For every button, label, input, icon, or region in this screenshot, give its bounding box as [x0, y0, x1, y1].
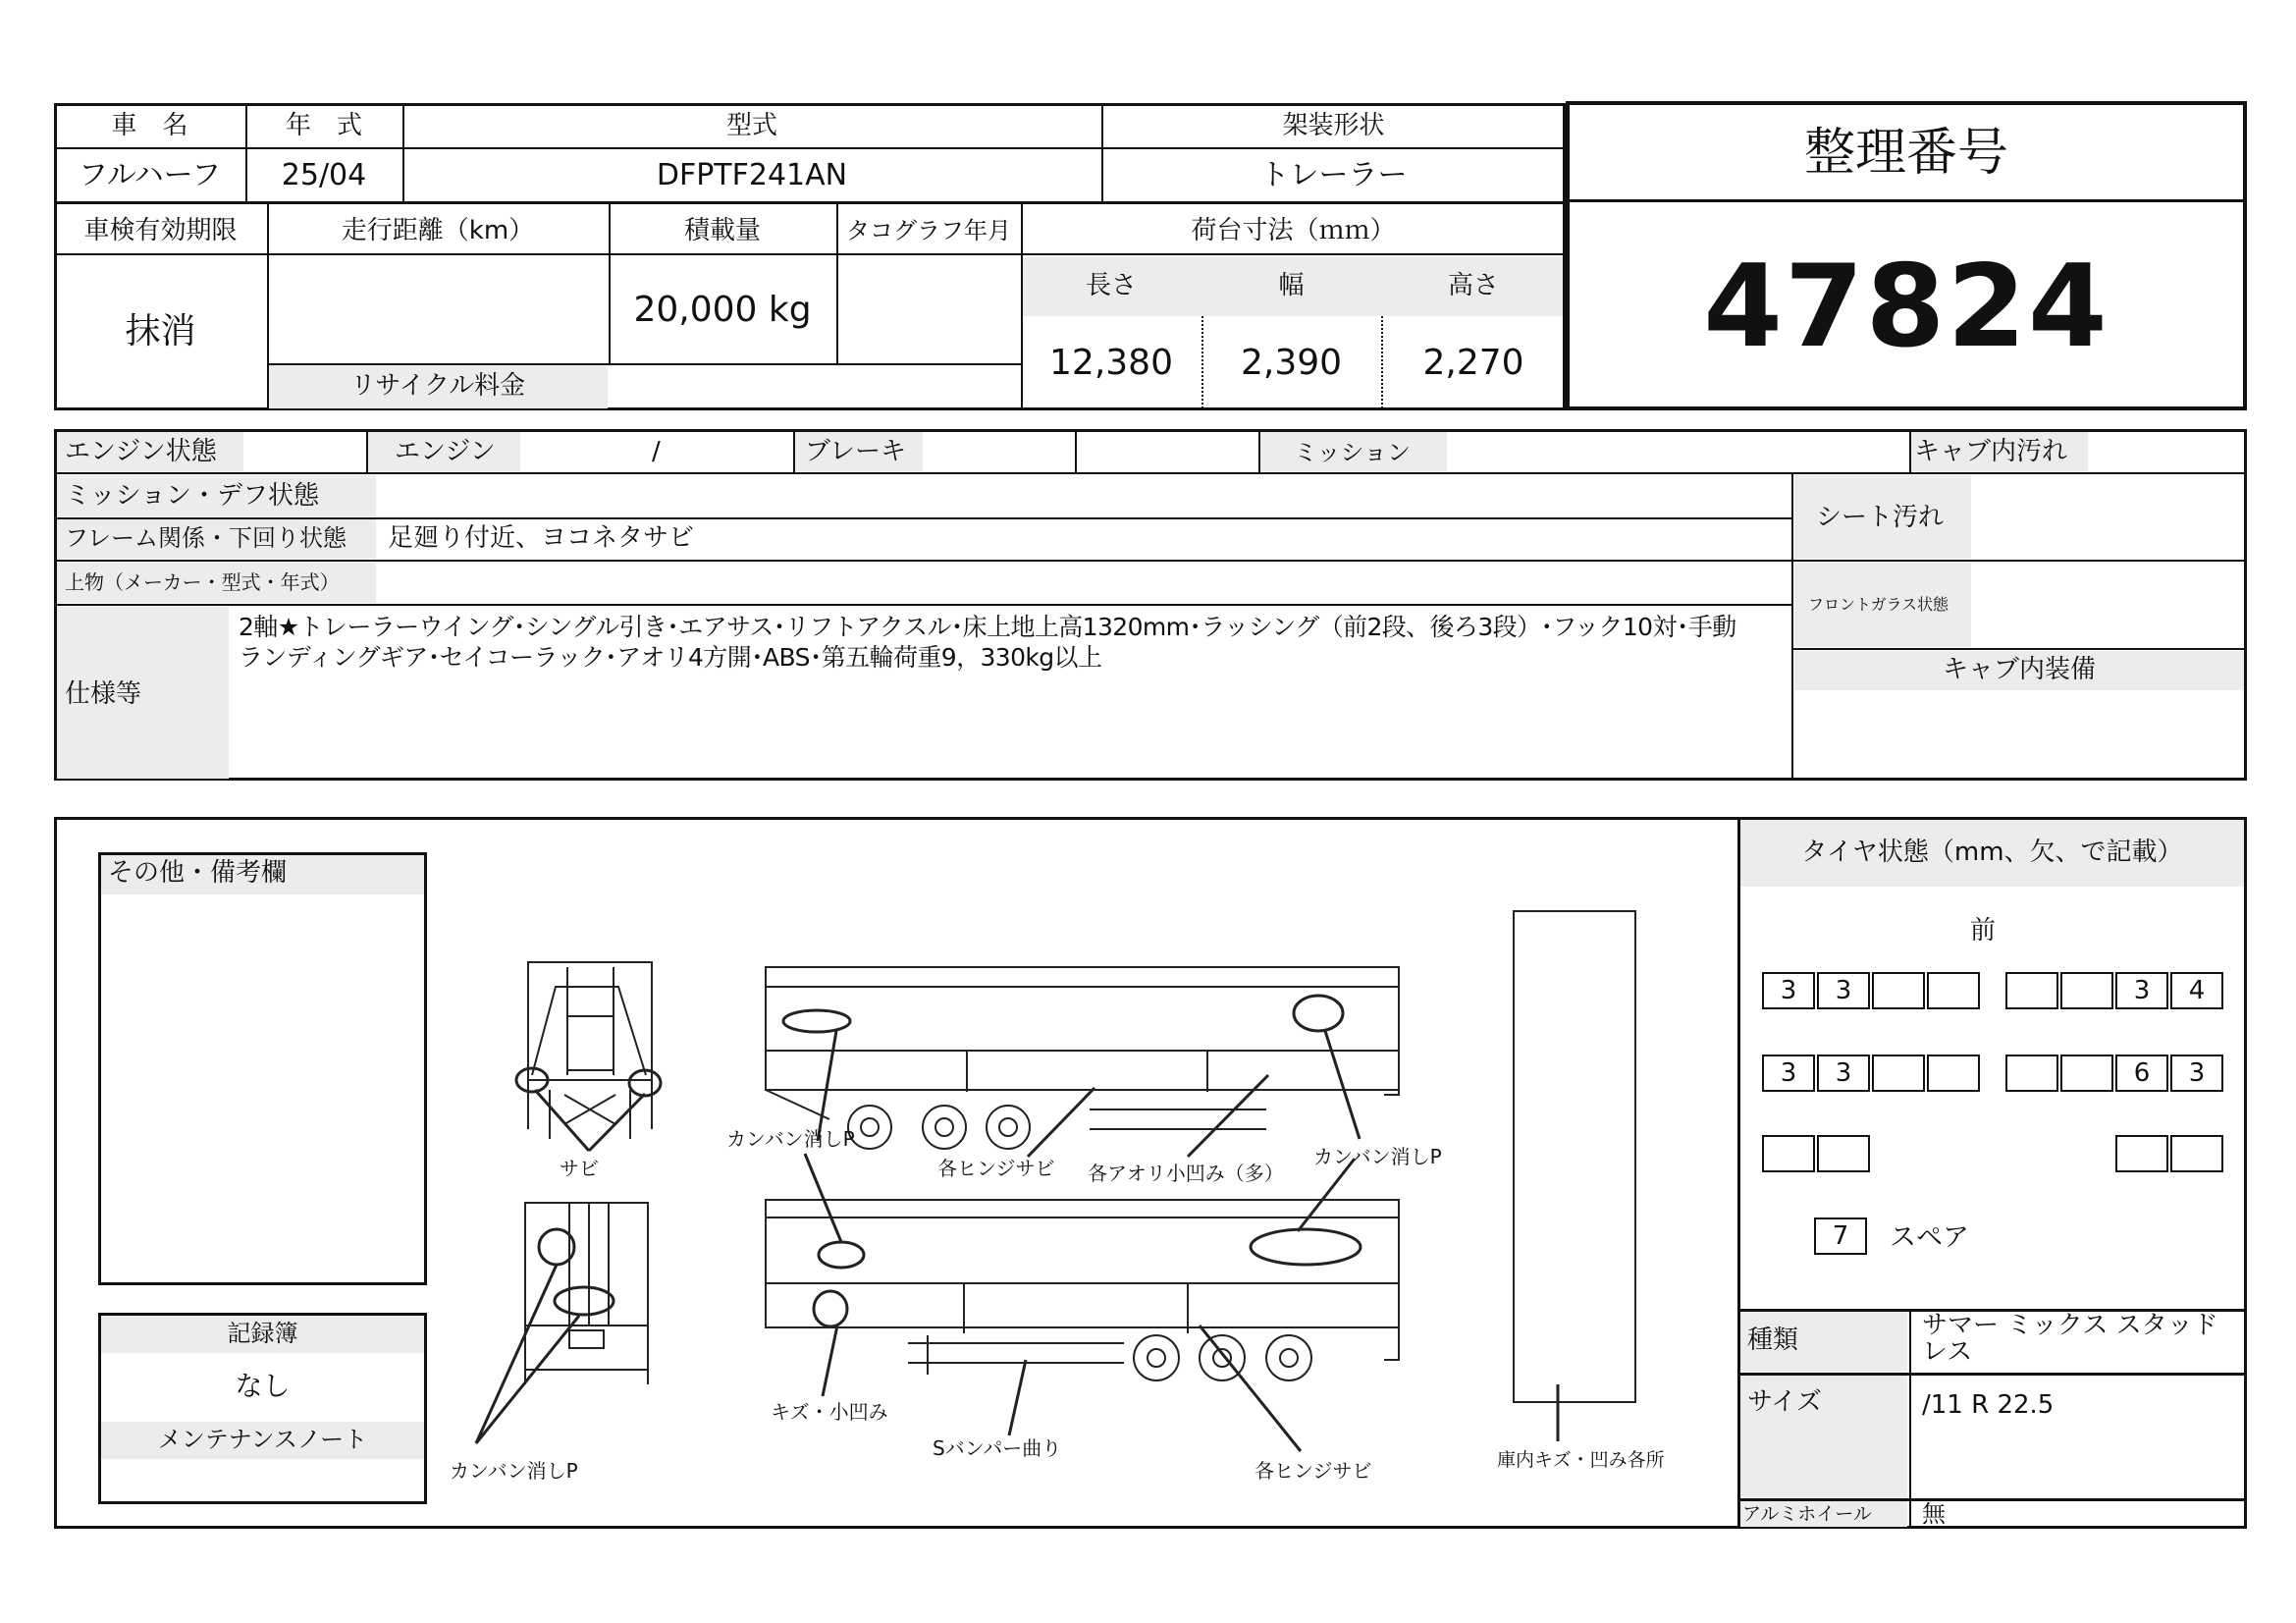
reference-number: 47824 — [1703, 241, 2109, 373]
tire-cell — [2060, 972, 2113, 1009]
cargo-dims-label: 荷台寸法（ｍｍ） — [1191, 216, 1396, 245]
width-label: 幅 — [1278, 271, 1305, 300]
spec-line-1: 2軸★トレーラーウイング･シングル引き･エアサス･リフトアクスル･床上地上高1320mm･ラッシング（前2段、後ろ3段）･フック10対･手動 — [239, 613, 1736, 641]
mileage-label: 走行距離（km） — [341, 216, 535, 245]
name-label: 車 名 — [111, 111, 188, 140]
frame-value: 足廻り付近、ヨコネタサビ — [388, 523, 695, 553]
cab-equipment-label: キャブ内装備 — [1942, 655, 2096, 684]
label-rust: サビ — [560, 1157, 599, 1180]
engine-label: エンジン — [395, 437, 496, 466]
trailer-interior-plan — [1514, 911, 1635, 1402]
tire-cell: 6 — [2115, 1055, 2168, 1092]
label-aori: 各アオリ小凹み（多） — [1088, 1162, 1284, 1185]
tire-cell: 3 — [2170, 1055, 2223, 1092]
tire-cell — [2060, 1055, 2113, 1092]
capacity-value: 20,000 kg — [633, 290, 812, 330]
model-label: 型式 — [725, 111, 777, 140]
capacity-label: 積載量 — [683, 216, 761, 245]
trailer-side-view-1 — [766, 967, 1399, 1149]
trailer-diagram — [432, 884, 1728, 1512]
record-value: なし — [235, 1370, 291, 1402]
height-value: 2,270 — [1422, 343, 1524, 383]
tire-cell: 3 — [1817, 972, 1870, 1009]
label-interior: 庫内キズ・凹み各所 — [1497, 1449, 1665, 1471]
engine-state-label: エンジン状態 — [65, 437, 217, 466]
tire-cell: 3 — [1762, 972, 1815, 1009]
tire-cell: 4 — [2170, 972, 2223, 1009]
height-label: 高さ — [1447, 271, 1499, 300]
front-label: 前 — [1969, 916, 1996, 946]
remarks-label: その他・備考欄 — [108, 858, 288, 888]
tire-cell — [2115, 1135, 2168, 1172]
label-kanban-2: カンバン消しP — [1313, 1145, 1442, 1168]
label-bumper: Sバンパー曲り — [933, 1436, 1062, 1460]
tire-type-label: 種類 — [1747, 1325, 1799, 1355]
vehicle-year: 25/04 — [281, 158, 367, 192]
tire-cell — [2005, 1055, 2058, 1092]
reference-label: 整理番号 — [1803, 124, 2008, 183]
mission-diff-label: ミッション・デフ状態 — [65, 481, 319, 511]
expiry-label: 車検有効期限 — [83, 216, 238, 245]
vehicle-model: DFPTF241AN — [656, 158, 848, 192]
year-label: 年 式 — [285, 111, 362, 140]
tire-cell — [1927, 1055, 1980, 1092]
spec-label: 仕様等 — [65, 679, 142, 709]
label-kanban-3: カンバン消しP — [450, 1459, 578, 1483]
tire-cell — [2170, 1135, 2223, 1172]
tire-cell: 3 — [2115, 972, 2168, 1009]
aluminum-wheel-label: アルミホイール — [1742, 1503, 1872, 1525]
engine-slash: / — [652, 437, 661, 466]
tire-size-value: /11 R 22.5 — [1922, 1390, 2055, 1420]
body-type-label: 架装形状 — [1282, 111, 1385, 140]
length-value: 12,380 — [1049, 343, 1173, 383]
label-hinge-1: 各ヒンジサビ — [937, 1157, 1055, 1180]
vehicle-body-type: トレーラー — [1259, 158, 1408, 192]
record-label: 記録簿 — [227, 1320, 298, 1347]
label-scratch: キズ・小凹み — [771, 1400, 888, 1424]
tire-type-value: サマー ミックス スタッドレス — [1922, 1311, 2218, 1367]
tachograph-label: タコグラフ年月 — [846, 217, 1011, 244]
aluminum-wheel-value: 無 — [1922, 1500, 1946, 1528]
inspection-expiry: 抹消 — [125, 311, 196, 352]
windshield-label: フロントガラス状態 — [1808, 595, 1949, 614]
spare-tire-cell: 7 — [1814, 1217, 1867, 1255]
tire-cell: 3 — [1762, 1055, 1815, 1092]
tire-cell: 3 — [1817, 1055, 1870, 1092]
width-value: 2,390 — [1240, 343, 1343, 383]
spare-label: スペア — [1890, 1222, 1969, 1253]
label-hinge-2: 各ヒンジサビ — [1255, 1459, 1372, 1483]
recycle-label: リサイクル料金 — [349, 371, 526, 401]
tire-state-label: タイヤ状態（mm、欠、で記載） — [1801, 838, 2183, 867]
spec-line-2: ランディングギア･セイコーラック･アオリ4方開･ABS･第五輪荷重9，330kg以上 — [239, 643, 1102, 672]
vehicle-name: フルハーフ — [78, 158, 222, 192]
trailer-side-view-2 — [766, 1200, 1399, 1380]
tire-cell — [1872, 1055, 1925, 1092]
tire-cell — [1762, 1135, 1815, 1172]
frame-label: フレーム関係・下回り状態 — [65, 524, 347, 552]
seat-dirt-label: シート汚れ — [1816, 503, 1945, 532]
brake-label: ブレーキ — [805, 437, 906, 466]
trailer-front-view — [528, 962, 652, 1139]
length-label: 長さ — [1085, 271, 1137, 300]
label-kanban-1: カンバン消しP — [726, 1127, 855, 1151]
tire-size-label: サイズ — [1747, 1387, 1822, 1417]
cab-dirt-label: キャブ内汚れ — [1914, 437, 2068, 466]
tire-cell — [1872, 972, 1925, 1009]
tire-cell — [2005, 972, 2058, 1009]
upper-body-label: 上物（メーカー・型式・年式） — [65, 570, 340, 594]
tire-cell — [1817, 1135, 1870, 1172]
maintenance-label: メンテナンスノート — [157, 1426, 368, 1453]
tire-cell — [1927, 972, 1980, 1009]
mission-label: ミッション — [1294, 439, 1412, 466]
